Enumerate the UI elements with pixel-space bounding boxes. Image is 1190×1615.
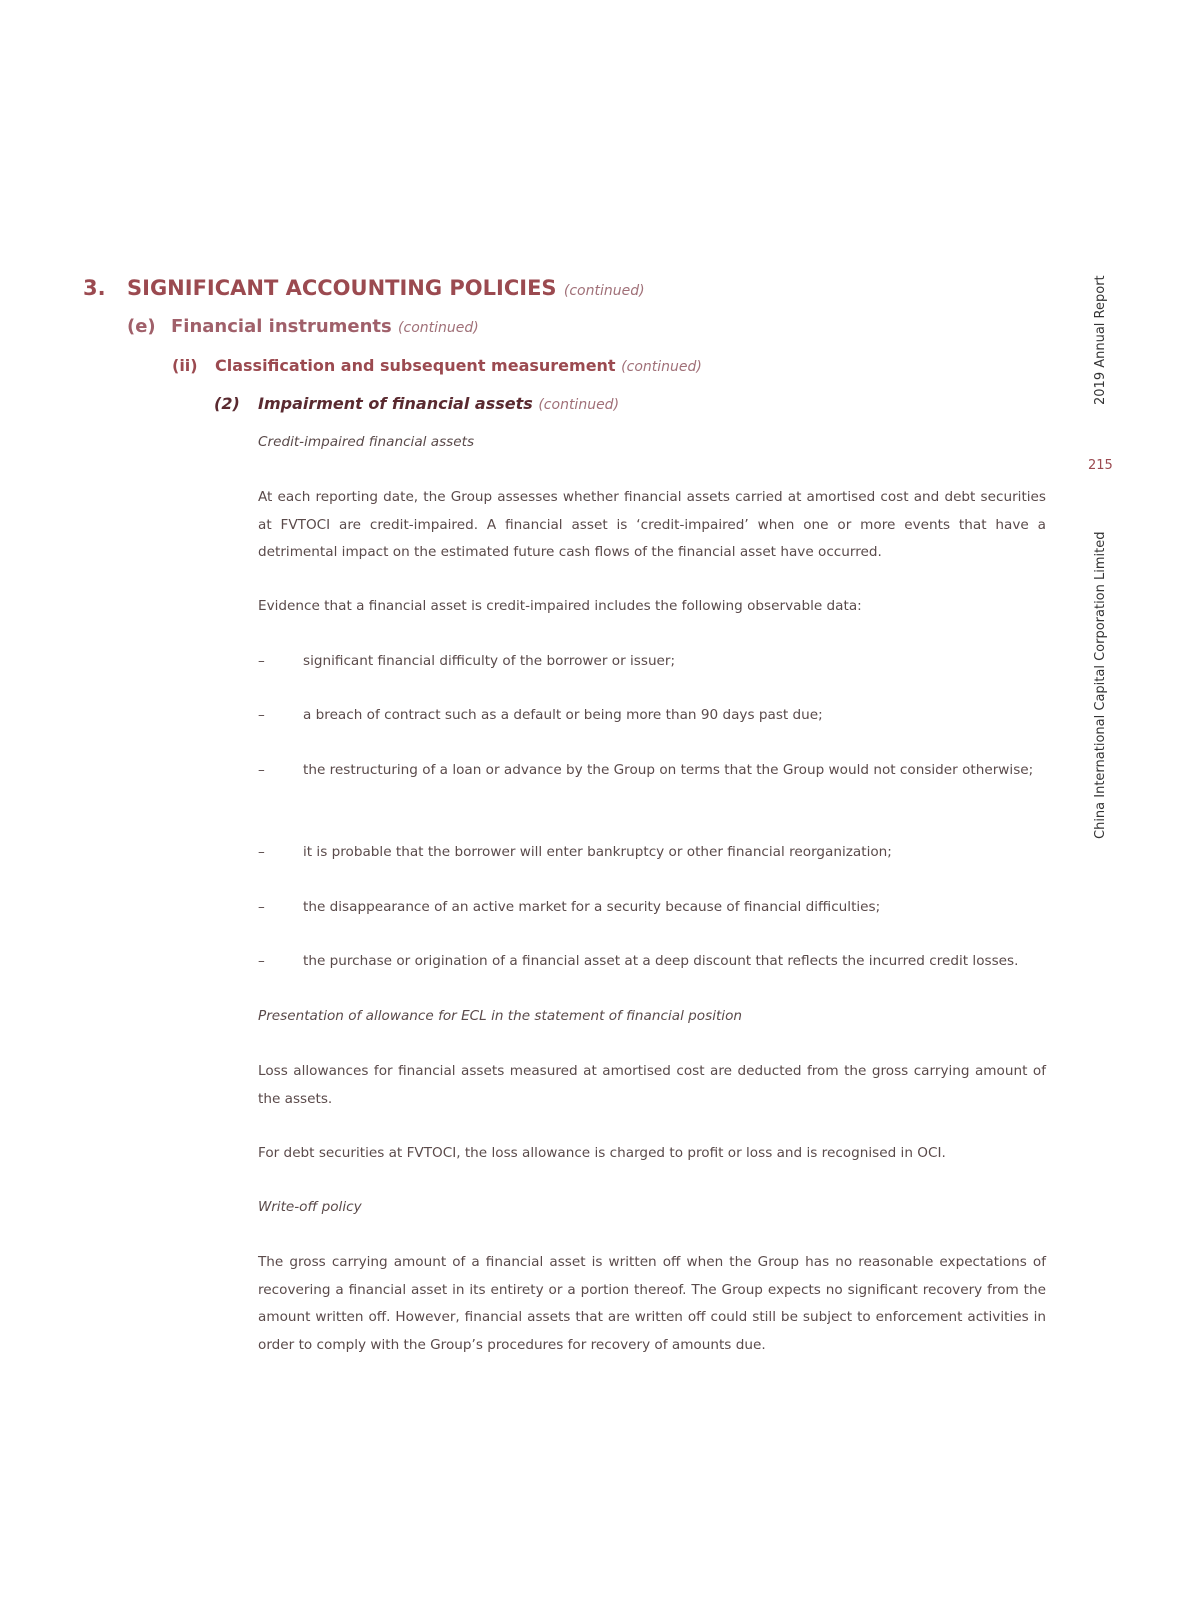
paragraph: For debt securities at FVTOCI, the loss allowance is charged to profit or loss and is recognised in OCI. [258, 1145, 946, 1161]
subsection-heading [127, 316, 479, 337]
list-item-text: a breach of contract such as a default or being more than 90 days past due; [303, 707, 823, 723]
item-heading [214, 394, 619, 413]
subsection-number: (e) [127, 316, 156, 337]
list-item [258, 648, 1046, 676]
list-item [258, 839, 1046, 867]
subsubsection-number: (ii) [172, 356, 198, 375]
dash-bullet: – [258, 953, 265, 969]
side-company-name: China International Capital Corporation Limited [1093, 531, 1108, 839]
subsubsection-heading [172, 356, 702, 375]
paragraph: Loss allowances for financial assets measured at amortised cost are deducted from the gross carrying amount of the assets. [258, 1063, 1046, 1107]
dash-bullet: – [258, 899, 265, 915]
list-item [258, 894, 1046, 922]
subheading-write-off: Write-off policy [258, 1199, 362, 1215]
continued-label: (continued) [398, 320, 479, 336]
list-item [258, 948, 1046, 976]
dash-bullet: – [258, 653, 265, 669]
section-heading [83, 276, 645, 300]
dash-bullet: – [258, 844, 265, 860]
subsubsection-title: Classification and subsequent measurement [215, 356, 616, 375]
list-item-text: significant financial difficulty of the borrower or issuer; [303, 653, 676, 669]
continued-label: (continued) [563, 283, 645, 299]
page-number: 215 [1088, 458, 1113, 473]
item-title: Impairment of financial assets [258, 394, 533, 413]
dash-bullet: – [258, 762, 265, 778]
section-title: SIGNIFICANT ACCOUNTING POLICIES [127, 276, 557, 300]
list-item-text: the purchase or origination of a financial asset at a deep discount that reflects the incurred credit losses. [303, 953, 1019, 969]
section-number: 3. [83, 276, 106, 300]
paragraph: The gross carrying amount of a financial asset is written off when the Group has no reasonable expectations of recovering a financial asset in its entirety or a portion thereof. The Group expects no significant recovery from the amount written off. However, financial assets that are written off could still be subject to enforcement activities in order to comply with the Group’s procedures for recovery of amounts due. [258, 1254, 1046, 1353]
subheading-presentation: Presentation of allowance for ECL in the statement of financial position [258, 1008, 743, 1024]
continued-label: (continued) [621, 359, 702, 375]
dash-bullet: – [258, 707, 265, 723]
subheading-credit-impaired: Credit-impaired financial assets [258, 434, 475, 450]
item-number: (2) [214, 394, 240, 413]
paragraph: Evidence that a financial asset is credit-impaired includes the following observable data: [258, 598, 862, 614]
side-report-title: 2019 Annual Report [1093, 275, 1108, 405]
subsection-title: Financial instruments [171, 316, 392, 337]
list-item-text: the restructuring of a loan or advance by the Group on terms that the Group would not consider otherwise; [303, 762, 1034, 778]
list-item-text: the disappearance of an active market for a security because of financial difficulties; [303, 899, 881, 915]
continued-label: (continued) [538, 397, 620, 413]
list-item [258, 702, 1046, 730]
paragraph: At each reporting date, the Group assesses whether financial assets carried at amortised cost and debt securities at FVTOCI are credit-impaired. A financial asset is ‘credit-impaired’ when one or more events that have a detrimental impact on the estimated future cash flows of the financial asset have occurred. [258, 489, 1046, 560]
list-item-text: it is probable that the borrower will enter bankruptcy or other financial reorganization; [303, 844, 892, 860]
list-item [258, 757, 1046, 785]
